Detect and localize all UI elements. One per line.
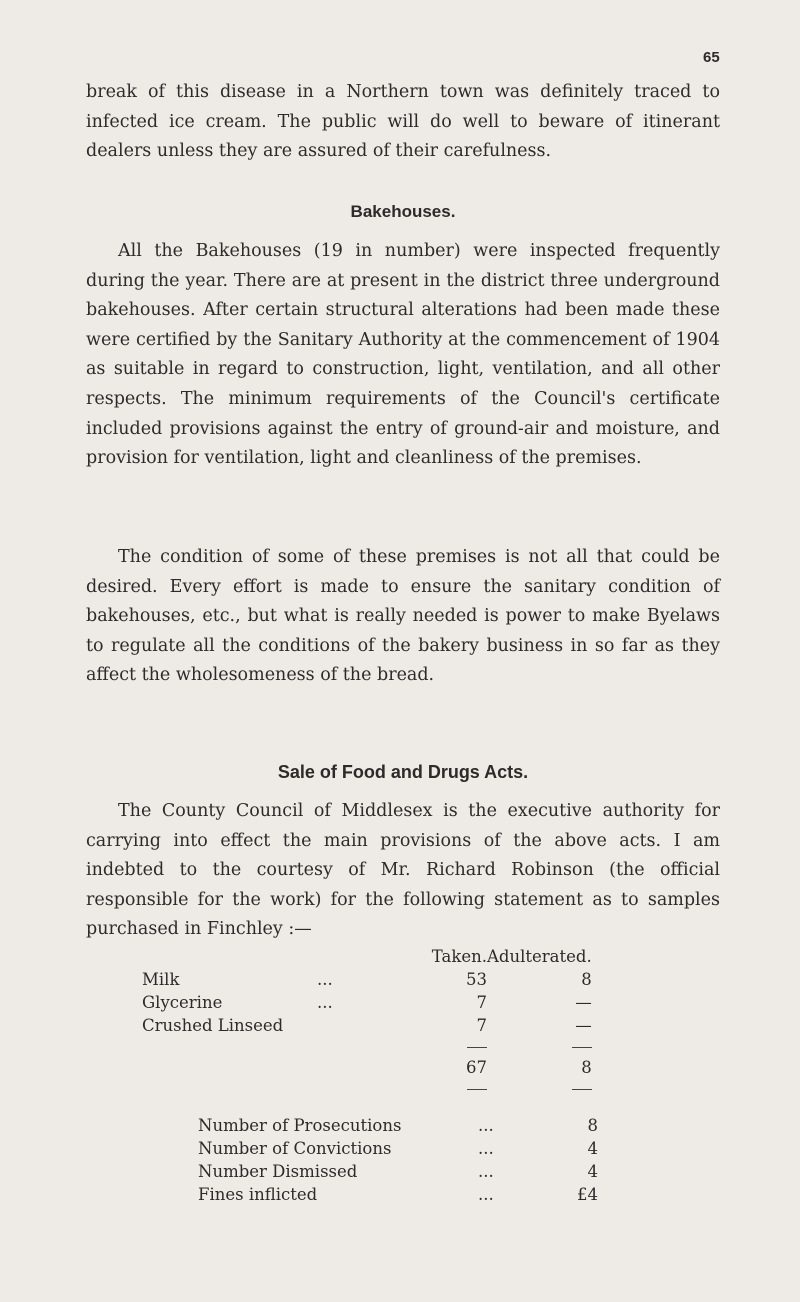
summary-dots: ...	[478, 1185, 494, 1204]
row-taken: 7	[476, 993, 487, 1012]
summary-table	[198, 1114, 598, 1206]
summary-label: Number of Convictions	[198, 1139, 392, 1158]
row-item: Milk	[142, 970, 180, 989]
summary-label: Fines inflicted	[198, 1185, 318, 1204]
summary-value: 8	[587, 1116, 598, 1135]
table-row	[142, 968, 610, 991]
summary-value: 4	[587, 1139, 598, 1158]
total-row	[142, 1056, 610, 1079]
rule-line	[572, 1089, 592, 1090]
rule-line	[467, 1089, 487, 1090]
row-adulterated: —	[575, 1016, 592, 1035]
row-adulterated: —	[575, 993, 592, 1012]
summary-value: £4	[577, 1185, 598, 1204]
summary-row	[198, 1160, 598, 1183]
summary-value: 4	[587, 1162, 598, 1181]
rule-line	[467, 1047, 487, 1048]
table-row	[142, 1014, 610, 1037]
rule-row	[142, 1037, 610, 1056]
col-adulterated-header: Adulterated.	[487, 947, 592, 966]
summary-dots: ...	[478, 1139, 494, 1158]
row-taken: 7	[476, 1016, 487, 1035]
summary-label: Number of Prosecutions	[198, 1116, 402, 1135]
table-row	[142, 991, 610, 1014]
intro-paragraph	[86, 78, 720, 167]
total-adulterated: 8	[581, 1058, 592, 1077]
summary-row	[198, 1114, 598, 1137]
row-adulterated: 8	[581, 970, 592, 989]
bakehouses-text-1: All the Bakehouses (19 in number) were inspected frequently during the year. There are at present in the district three underground bakehouses. After certain structural alterations had been made these were certified by the Sanitary Authority at the commencement of 1904 as suitable in regard to construction, light, ventilation, and all other respects. The minimum requirements of the Council's certificate included provisions against the entry of ground-air and moisture, and provision for ventilation, light and cleanliness of the premises.	[86, 241, 720, 469]
food-drugs-heading: Sale of Food and Drugs Acts.	[277, 762, 529, 782]
row-taken: 53	[466, 970, 487, 989]
summary-dots: ...	[478, 1162, 494, 1181]
summary-row	[198, 1137, 598, 1160]
row-item: Glycerine	[142, 993, 223, 1012]
total-taken: 67	[466, 1058, 487, 1077]
bakehouses-paragraph-2	[86, 543, 720, 691]
samples-table	[142, 945, 610, 1098]
page-number: 65	[703, 49, 720, 66]
rule-row	[142, 1079, 610, 1098]
samples-header-row	[142, 945, 610, 968]
summary-row	[198, 1183, 598, 1206]
food-drugs-text: The County Council of Middlesex is the executive authority for carrying into effect the main provisions of the above acts. I am indebted to the courtesy of Mr. Richard Robinson (the official responsible for the work) for the following statement as to samples purchased in Finchley :—	[86, 801, 720, 940]
bakehouses-heading: Bakehouses.	[350, 202, 456, 221]
row-dots: ...	[317, 970, 333, 989]
food-drugs-paragraph	[86, 797, 720, 945]
bakehouses-text-2: The condition of some of these premises is not all that could be desired. Every effort is made to ensure the sanitary condition of bakehouses, etc., but what is really needed is power to make Byelaws to regulate all the conditions of the bakery business in so far as they affect the wholesomeness of the bread.	[86, 547, 720, 686]
rule-line	[572, 1047, 592, 1048]
row-item: Crushed Linseed	[142, 1016, 284, 1035]
summary-label: Number Dismissed	[198, 1162, 358, 1181]
row-dots: ...	[317, 993, 333, 1012]
bakehouses-paragraph-1	[86, 237, 720, 474]
intro-text: break of this disease in a Northern town was definitely traced to infected ice cream. The public will do well to beware of itinerant dealers unless they are assured of their carefulness.	[86, 82, 720, 162]
summary-dots: ...	[478, 1116, 494, 1135]
col-taken-header: Taken.	[431, 947, 487, 966]
